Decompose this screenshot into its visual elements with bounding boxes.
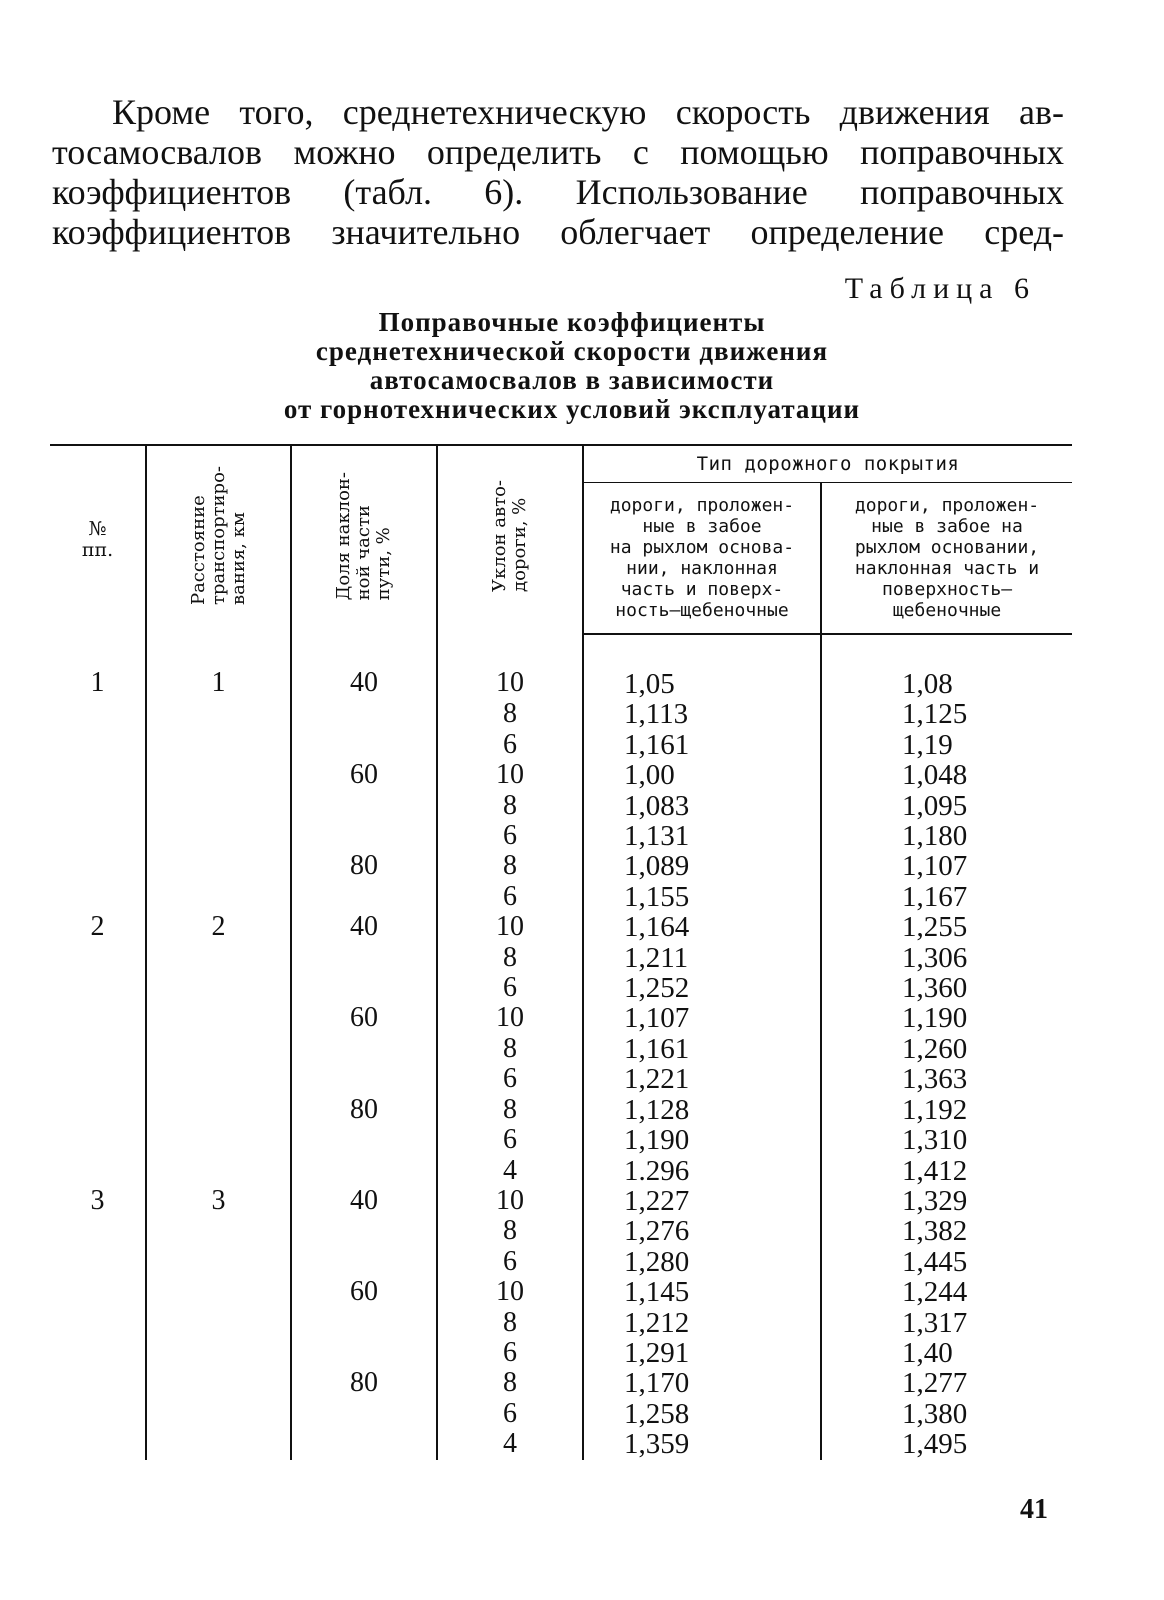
cell-distance — [146, 882, 291, 912]
table-row — [50, 1277, 1072, 1307]
table-row — [50, 730, 1072, 760]
cell-share — [291, 791, 437, 821]
table-title — [60, 308, 1084, 424]
header-share — [291, 445, 437, 634]
cell-distance — [146, 699, 291, 729]
cell-share: 80 — [291, 851, 437, 881]
cell-coef-2: 1,277 — [821, 1368, 1072, 1398]
cell-num — [50, 1429, 146, 1459]
table-row — [50, 1216, 1072, 1246]
cell-coef-2: 1,08 — [821, 634, 1072, 699]
cell-share: 60 — [291, 1277, 437, 1307]
table-row — [50, 1368, 1072, 1398]
cell-share — [291, 1156, 437, 1186]
cell-num: 3 — [90, 1184, 105, 1216]
cell-share — [291, 1308, 437, 1338]
cell-share — [291, 699, 437, 729]
cell-coef-1: 1,128 — [583, 1095, 821, 1125]
cell-num — [50, 1247, 146, 1277]
cell-num — [50, 851, 146, 881]
cell-slope: 8 — [437, 1308, 583, 1338]
cell-coef-2: 1,107 — [821, 851, 1072, 881]
cell-num — [50, 1125, 146, 1155]
header-distance-line: Расстояние — [187, 495, 209, 606]
table-row — [50, 1064, 1072, 1094]
table-row — [50, 882, 1072, 912]
header-col2-line: поверхность— — [881, 579, 1013, 600]
cell-distance — [146, 1034, 291, 1064]
cell-slope: 10 — [437, 634, 583, 699]
cell-slope: 4 — [437, 1429, 583, 1459]
cell-slope: 6 — [437, 1338, 583, 1368]
table-row — [50, 1429, 1072, 1459]
cell-num — [50, 699, 146, 729]
cell-coef-1: 1.296 — [583, 1156, 821, 1186]
header-slope-line: Уклон авто- — [489, 480, 510, 592]
cell-coef-2: 1,380 — [821, 1399, 1072, 1429]
cell-coef-1: 1,211 — [583, 943, 821, 973]
cell-coef-1: 1,00 — [583, 760, 821, 790]
cell-share: 60 — [291, 1003, 437, 1033]
cell-slope: 10 — [437, 1186, 583, 1216]
cell-num — [50, 1034, 146, 1064]
cell-coef-2: 1,260 — [821, 1034, 1072, 1064]
cell-slope: 6 — [437, 882, 583, 912]
cell-slope: 8 — [437, 699, 583, 729]
cell-slope: 6 — [437, 821, 583, 851]
cell-distance — [146, 1308, 291, 1338]
cell-num — [50, 1064, 146, 1094]
cell-slope: 10 — [437, 1277, 583, 1307]
table-row — [50, 1338, 1072, 1368]
cell-coef-2: 1,495 — [821, 1429, 1072, 1459]
cell-share — [291, 882, 437, 912]
cell-share — [291, 1429, 437, 1459]
table-row — [50, 1186, 1072, 1216]
table-row — [50, 791, 1072, 821]
table-row — [50, 821, 1072, 851]
cell-coef-1: 1,258 — [583, 1399, 821, 1429]
cell-share: 80 — [291, 1368, 437, 1398]
cell-coef-2: 1,255 — [821, 912, 1072, 942]
cell-coef-2: 1,19 — [821, 730, 1072, 760]
cell-distance — [146, 1399, 291, 1429]
cell-distance — [146, 1216, 291, 1246]
cell-num: 2 — [90, 911, 105, 943]
cell-num: 1 — [90, 667, 105, 698]
intro-line: коэффициентов значительно облегчает определение сред- — [52, 212, 1064, 252]
cell-coef-2: 1,310 — [821, 1125, 1072, 1155]
header-col1 — [583, 483, 821, 635]
cell-coef-1: 1,212 — [583, 1308, 821, 1338]
cell-num — [50, 1277, 146, 1307]
cell-coef-2: 1,167 — [821, 882, 1072, 912]
header-share-line: Доля наклон- — [333, 471, 354, 601]
cell-coef-2: 1,412 — [821, 1156, 1072, 1186]
cell-coef-1: 1,291 — [583, 1338, 821, 1368]
cell-coef-2: 1,40 — [821, 1338, 1072, 1368]
header-distance-line: вания, км — [227, 512, 249, 606]
cell-slope: 8 — [437, 851, 583, 881]
header-road-type: Тип дорожного покрытия — [583, 445, 1072, 483]
cell-slope: 8 — [437, 1034, 583, 1064]
table-row — [50, 1095, 1072, 1125]
cell-share — [291, 730, 437, 760]
cell-coef-2: 1,382 — [821, 1216, 1072, 1246]
cell-slope: 6 — [437, 1125, 583, 1155]
cell-num — [50, 882, 146, 912]
header-col1-line: часть и поверх- — [620, 579, 784, 600]
cell-distance — [146, 1156, 291, 1186]
header-num — [50, 445, 146, 634]
cell-coef-1: 1,280 — [583, 1247, 821, 1277]
cell-share — [291, 1399, 437, 1429]
intro-paragraph — [52, 92, 1064, 252]
table-row — [50, 1399, 1072, 1429]
table-row — [50, 1308, 1072, 1338]
table-row — [50, 1247, 1072, 1277]
cell-coef-2: 1,125 — [821, 699, 1072, 729]
table-row — [50, 1156, 1072, 1186]
table-title-line: от горнотехнических условий эксплуатации — [283, 394, 861, 424]
cell-coef-1: 1,107 — [583, 1003, 821, 1033]
table-row — [50, 912, 1072, 942]
header-share-line: пути, % — [373, 527, 394, 601]
cell-distance — [146, 1247, 291, 1277]
cell-slope: 6 — [437, 1399, 583, 1429]
cell-distance — [146, 821, 291, 851]
cell-coef-2: 1,360 — [821, 973, 1072, 1003]
header-slope — [437, 445, 583, 634]
table-row — [50, 1125, 1072, 1155]
cell-slope: 6 — [437, 730, 583, 760]
intro-line: коэффициентов (табл. 6). Использование поправочных — [52, 172, 1064, 212]
cell-coef-1: 1,113 — [583, 699, 821, 729]
cell-share — [291, 1338, 437, 1368]
header-col2-line: дороги, проложен- — [854, 495, 1040, 516]
cell-coef-2: 1,306 — [821, 943, 1072, 973]
cell-share — [291, 1247, 437, 1277]
cell-num — [50, 943, 146, 973]
cell-coef-2: 1,095 — [821, 791, 1072, 821]
cell-coef-2: 1,363 — [821, 1064, 1072, 1094]
cell-coef-2: 1,192 — [821, 1095, 1072, 1125]
header-col2-line: ные в забое на — [871, 516, 1023, 537]
cell-distance — [146, 1368, 291, 1398]
cell-slope: 10 — [437, 760, 583, 790]
table-row — [50, 699, 1072, 729]
cell-num — [50, 1003, 146, 1033]
table-body — [50, 634, 1072, 1460]
header-col1-line: нии, наклонная — [626, 558, 778, 579]
cell-distance — [146, 730, 291, 760]
cell-num — [50, 1095, 146, 1125]
coefficients-table — [50, 444, 1072, 1460]
cell-distance — [146, 791, 291, 821]
cell-coef-2: 1,180 — [821, 821, 1072, 851]
header-col1-line: на рыхлом основа- — [609, 537, 795, 558]
cell-coef-1: 1,252 — [583, 973, 821, 1003]
cell-distance — [146, 1338, 291, 1368]
table-row — [50, 943, 1072, 973]
cell-share: 80 — [291, 1095, 437, 1125]
header-distance — [146, 445, 291, 634]
cell-distance — [146, 1095, 291, 1125]
header-col2 — [821, 483, 1072, 635]
cell-share: 40 — [291, 634, 437, 699]
header-col1-line: ность—щебеночные — [615, 600, 789, 621]
cell-coef-1: 1,161 — [583, 730, 821, 760]
cell-num — [50, 791, 146, 821]
cell-distance: 2 — [146, 912, 291, 942]
header-col1-line: дороги, проложен- — [609, 495, 795, 516]
table-title-line: Поправочные коэффициенты — [378, 307, 766, 337]
cell-coef-1: 1,227 — [583, 1186, 821, 1216]
table-row — [50, 634, 1072, 699]
cell-slope: 8 — [437, 943, 583, 973]
cell-coef-1: 1,083 — [583, 791, 821, 821]
header-slope-line: дороги, % — [509, 497, 530, 592]
cell-num — [50, 1399, 146, 1429]
cell-slope: 8 — [437, 791, 583, 821]
cell-num — [50, 760, 146, 790]
cell-distance — [146, 760, 291, 790]
header-col2-line: рыхлом основании, — [854, 537, 1040, 558]
table-row — [50, 973, 1072, 1003]
cell-share: 60 — [291, 760, 437, 790]
cell-num — [50, 1338, 146, 1368]
header-col1-line: ные в забое — [642, 516, 762, 537]
cell-share — [291, 1125, 437, 1155]
cell-coef-1: 1,161 — [583, 1034, 821, 1064]
cell-coef-1: 1,155 — [583, 882, 821, 912]
cell-distance — [146, 973, 291, 1003]
cell-coef-1: 1,276 — [583, 1216, 821, 1246]
cell-share — [291, 1216, 437, 1246]
cell-share — [291, 1034, 437, 1064]
cell-coef-1: 1,089 — [583, 851, 821, 881]
cell-num — [50, 821, 146, 851]
cell-coef-2: 1,329 — [821, 1186, 1072, 1216]
cell-distance — [146, 943, 291, 973]
cell-distance — [146, 1277, 291, 1307]
header-col2-line: щебеночные — [892, 600, 1002, 621]
cell-slope: 8 — [437, 1095, 583, 1125]
header-num-line: № — [88, 518, 107, 540]
cell-num — [50, 1308, 146, 1338]
cell-distance — [146, 1003, 291, 1033]
cell-coef-1: 1,359 — [583, 1429, 821, 1459]
table-row — [50, 851, 1072, 881]
cell-coef-1: 1,05 — [583, 634, 821, 699]
header-distance-line: транспортиро- — [207, 466, 229, 606]
cell-coef-2: 1,244 — [821, 1277, 1072, 1307]
cell-coef-1: 1,190 — [583, 1125, 821, 1155]
cell-share: 40 — [291, 1186, 437, 1216]
cell-share: 40 — [291, 912, 437, 942]
cell-share — [291, 1064, 437, 1094]
cell-coef-1: 1,221 — [583, 1064, 821, 1094]
cell-slope: 6 — [437, 1064, 583, 1094]
cell-slope: 8 — [437, 1368, 583, 1398]
intro-line: тосамосвалов можно определить с помощью поправочных — [52, 132, 1064, 172]
cell-slope: 8 — [437, 1216, 583, 1246]
table-title-line: автосамосвалов в зависимости — [369, 365, 775, 395]
cell-distance — [146, 1064, 291, 1094]
cell-distance: 3 — [146, 1186, 291, 1216]
cell-coef-2: 1,317 — [821, 1308, 1072, 1338]
cell-slope: 10 — [437, 912, 583, 942]
cell-coef-1: 1,170 — [583, 1368, 821, 1398]
cell-coef-2: 1,048 — [821, 760, 1072, 790]
table-label: Таблица 6 — [844, 272, 1036, 305]
cell-coef-2: 1,445 — [821, 1247, 1072, 1277]
header-share-line: ной части — [353, 504, 374, 601]
table-title-line: среднетехнической скорости движения — [315, 336, 829, 366]
table-row — [50, 1003, 1072, 1033]
cell-coef-1: 1,164 — [583, 912, 821, 942]
cell-slope: 6 — [437, 973, 583, 1003]
cell-coef-2: 1,190 — [821, 1003, 1072, 1033]
cell-distance — [146, 1429, 291, 1459]
cell-num — [50, 1216, 146, 1246]
cell-share — [291, 943, 437, 973]
cell-num — [50, 1368, 146, 1398]
header-col2-line: наклонная часть и — [854, 558, 1040, 579]
cell-num — [50, 1156, 146, 1186]
page-number: 41 — [1020, 1494, 1048, 1525]
cell-slope: 4 — [437, 1156, 583, 1186]
intro-line: Кроме того, среднетехническую скорость движения ав- — [112, 92, 1064, 132]
cell-distance: 1 — [146, 634, 291, 699]
cell-distance — [146, 851, 291, 881]
cell-coef-1: 1,131 — [583, 821, 821, 851]
table-row — [50, 1034, 1072, 1064]
cell-slope: 10 — [437, 1003, 583, 1033]
cell-distance — [146, 1125, 291, 1155]
cell-coef-1: 1,145 — [583, 1277, 821, 1307]
table-row — [50, 760, 1072, 790]
header-num-line: пп. — [81, 539, 114, 561]
cell-num — [50, 730, 146, 760]
cell-share — [291, 973, 437, 1003]
cell-slope: 6 — [437, 1247, 583, 1277]
cell-num — [50, 973, 146, 1003]
cell-share — [291, 821, 437, 851]
